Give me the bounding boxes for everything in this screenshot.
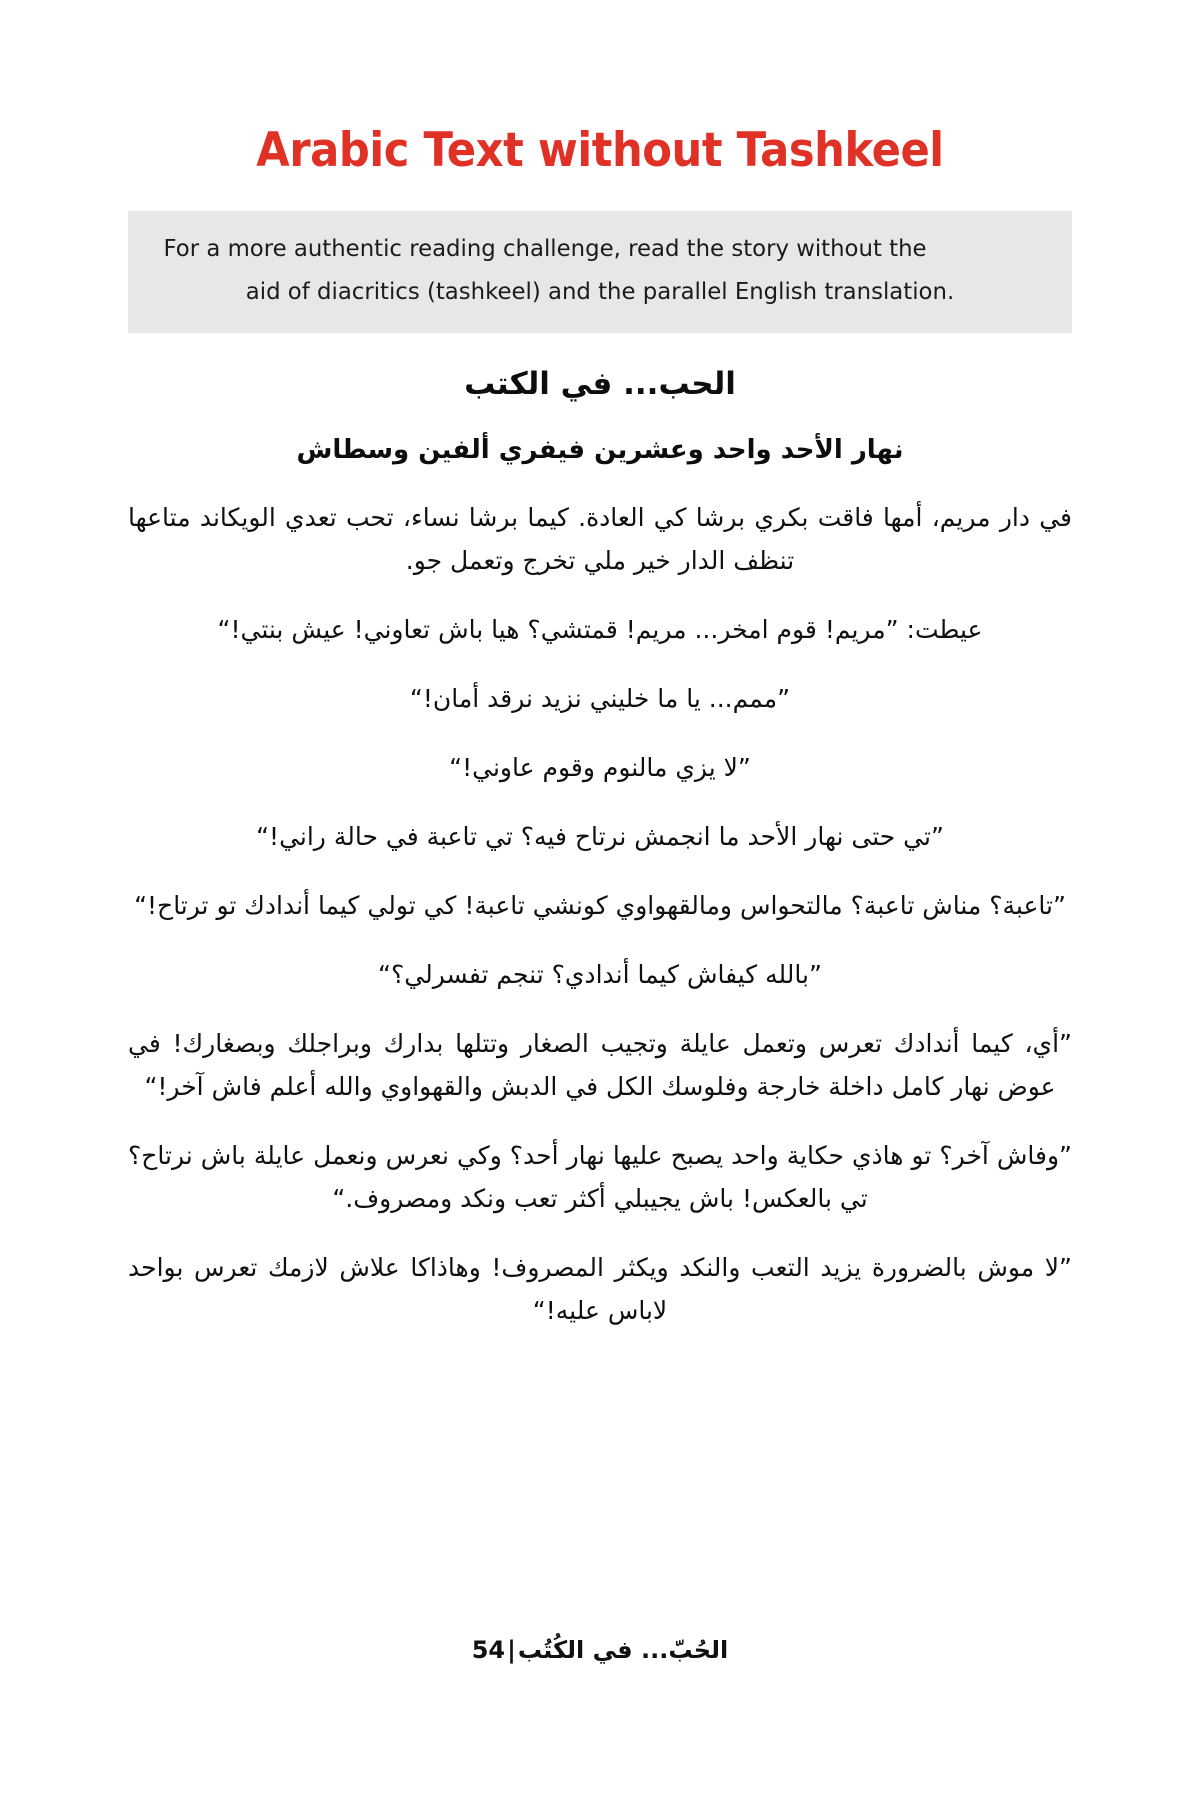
story-body (128, 363, 1072, 1332)
story-paragraph: ”ممم... يا ما خليني نزيد نرقد أمان!“ (409, 683, 791, 713)
story-paragraph: في دار مريم، أمها فاقت بكري برشا كي العادة. كيما برشا نساء، تحب تعدي الويكاند متاعها تنظف الدار خير ملي تخرج وتعمل جو. (128, 502, 1072, 575)
intro-line-2: aid of diacritics (tashkeel) and the parallel English translation. (245, 277, 955, 306)
content-column (128, 0, 1072, 1358)
story-paragraph: ”أي، كيما أندادك تعرس وتعمل عايلة وتجيب الصغار وتتلها بدارك وبراجلك وبصغارك! في عوض نهار كامل داخلة خارجة وفلوسك الكل في الدبش والقهواوي والله أعلم فاش آخر!“ (128, 1028, 1072, 1101)
story-paragraph: ”لا يزي مالنوم وقوم عاوني!“ (449, 752, 751, 782)
footer-book-title: الحب... في الكتب (517, 1636, 729, 1664)
page-footer (0, 1636, 1200, 1664)
story-paragraph: ”لا موش بالضرورة يزيد التعب والنكد ويكثر المصروف! وهاذاكا علاش لازمك تعرس بواحد لاباس عليه!“ (128, 1252, 1072, 1325)
story-paragraph: عيطت: ”مريم! قوم امخر... مريم! قمتشي؟ هيا باش تعاوني! عيش بنتي!“ (217, 614, 983, 644)
story-paragraph: ”بالله كيفاش كيما أندادي؟ تنجم تفسرلي؟“ (378, 959, 822, 989)
story-date-line: نهار الأحد واحد وعشرين فيفري ألفين وسطاش (296, 435, 904, 466)
intro-callout-box (128, 211, 1072, 333)
story-paragraph: ”وفاش آخر؟ تو هاذي حكاية واحد يصبح عليها نهار أحد؟ وكي نعرس ونعمل عايلة باش نرتاح؟ تي بالعكس! باش يجيبلي أكثر تعب ونكد ومصروف.“ (128, 1140, 1072, 1213)
intro-line-1: For a more authentic reading challenge, read the story without the (163, 234, 927, 263)
footer-page-number: 54 (471, 1636, 506, 1664)
story-paragraph: ”تاعبة؟ مناش تاعبة؟ مالتحواس ومالقهواوي كونشي تاعبة! كي تولي كيما أندادك تو ترتاح!“ (134, 890, 1066, 920)
page-title: Arabic Text without Tashkeel (256, 123, 944, 178)
footer-separator: | (507, 1636, 516, 1664)
story-paragraph: ”تي حتى نهار الأحد ما انجمش نرتاح فيه؟ تي تاعبة في حالة راني!“ (256, 821, 944, 851)
story-title: الحب... في الكتب (464, 365, 736, 402)
